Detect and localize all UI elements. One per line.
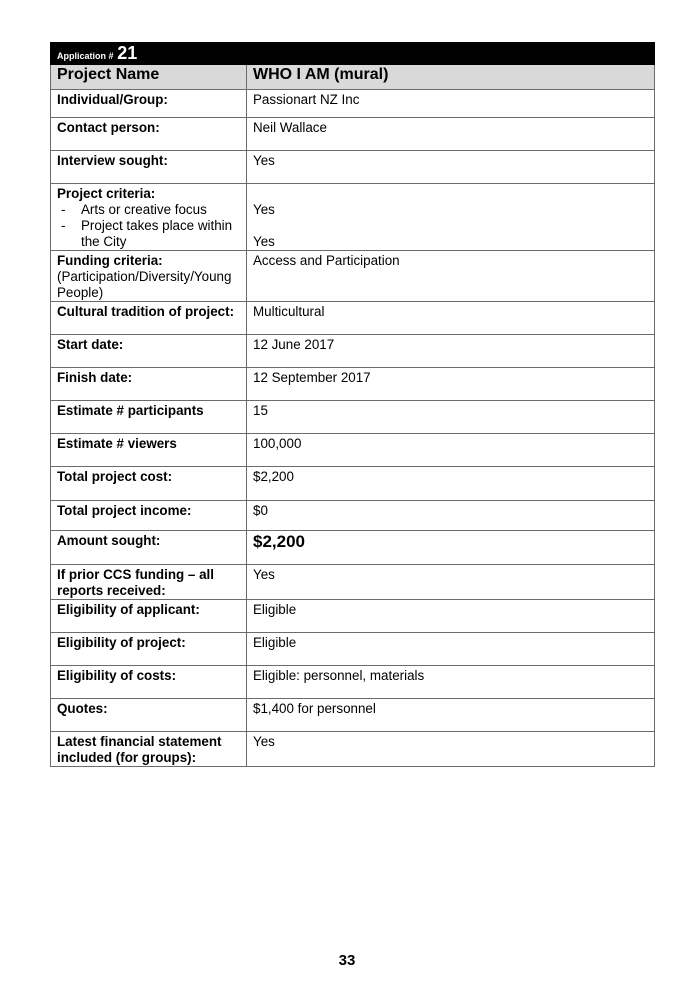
total-cost-value: $2,200: [247, 467, 655, 501]
viewers-label: Estimate # viewers: [51, 434, 247, 467]
total-income-value: $0: [247, 501, 655, 531]
funding-criteria-label: Funding criteria:: [57, 253, 163, 268]
project-criteria-values: [247, 184, 655, 251]
viewers-value: 100,000: [247, 434, 655, 467]
table-row: [51, 633, 655, 666]
project-criteria-cell: [51, 184, 247, 251]
eligibility-costs-label: Eligibility of costs:: [51, 666, 247, 699]
amount-sought-value: $2,200: [253, 532, 305, 551]
table-row: [51, 732, 655, 767]
cultural-tradition-label: Cultural tradition of project:: [51, 302, 247, 335]
table-row: [51, 531, 655, 565]
list-item: - Project takes place within the City: [57, 218, 240, 250]
table-row: [51, 401, 655, 434]
criteria-value-arts: Yes: [253, 202, 275, 217]
prior-funding-label: If prior CCS funding – all reports received:: [51, 565, 247, 600]
total-income-label: Total project income:: [51, 501, 247, 531]
table-row: [51, 368, 655, 401]
table-row: [51, 302, 655, 335]
quotes-value: $1,400 for personnel: [247, 699, 655, 732]
eligibility-project-label: Eligibility of project:: [51, 633, 247, 666]
eligibility-project-value: Eligible: [247, 633, 655, 666]
application-number-cell: [51, 43, 247, 65]
project-criteria-list: [57, 202, 240, 250]
table-row: [51, 699, 655, 732]
financial-statement-value: Yes: [247, 732, 655, 767]
finish-date-value: 12 September 2017: [247, 368, 655, 401]
application-number-row: [51, 43, 655, 65]
project-name-value: WHO I AM (mural): [247, 65, 655, 90]
page-number: 33: [338, 952, 356, 969]
application-number: 21: [117, 43, 138, 63]
project-name-row: [51, 65, 655, 90]
funding-criteria-sublabel: (Participation/Diversity/Young People): [57, 269, 232, 300]
table-row: [51, 467, 655, 501]
table-row: [51, 501, 655, 531]
contact-person-value: Neil Wallace: [247, 118, 655, 151]
eligibility-costs-value: Eligible: personnel, materials: [247, 666, 655, 699]
table-row: [51, 565, 655, 600]
amount-sought-cell: [247, 531, 655, 565]
table-row: [51, 666, 655, 699]
prior-funding-value: Yes: [247, 565, 655, 600]
eligibility-applicant-label: Eligibility of applicant:: [51, 600, 247, 633]
financial-statement-label: Latest financial statement included (for groups):: [51, 732, 247, 767]
participants-label: Estimate # participants: [51, 401, 247, 434]
project-name-label: Project Name: [51, 65, 247, 90]
individual-group-label: Individual/Group:: [51, 90, 247, 118]
participants-value: 15: [247, 401, 655, 434]
individual-group-value: Passionart NZ Inc: [247, 90, 655, 118]
cultural-tradition-value: Multicultural: [247, 302, 655, 335]
table-row: [51, 251, 655, 302]
interview-value: Yes: [247, 151, 655, 184]
table-row: [51, 335, 655, 368]
application-table: [50, 42, 655, 767]
start-date-value: 12 June 2017: [247, 335, 655, 368]
list-item: - Arts or creative focus: [57, 202, 240, 218]
interview-label: Interview sought:: [51, 151, 247, 184]
table-row: [51, 90, 655, 118]
criteria-value-city: Yes: [253, 234, 275, 249]
total-cost-label: Total project cost:: [51, 467, 247, 501]
amount-sought-label: Amount sought:: [51, 531, 247, 565]
table-row: [51, 184, 655, 251]
project-criteria-label: Project criteria:: [57, 186, 156, 201]
funding-criteria-value: Access and Participation: [247, 251, 655, 302]
start-date-label: Start date:: [51, 335, 247, 368]
table-row: [51, 600, 655, 633]
quotes-label: Quotes:: [51, 699, 247, 732]
eligibility-applicant-value: Eligible: [247, 600, 655, 633]
table-row: [51, 151, 655, 184]
contact-person-label: Contact person:: [51, 118, 247, 151]
funding-criteria-cell: [51, 251, 247, 302]
table-row: [51, 118, 655, 151]
table-row: [51, 434, 655, 467]
finish-date-label: Finish date:: [51, 368, 247, 401]
application-label: Application #: [57, 51, 114, 61]
